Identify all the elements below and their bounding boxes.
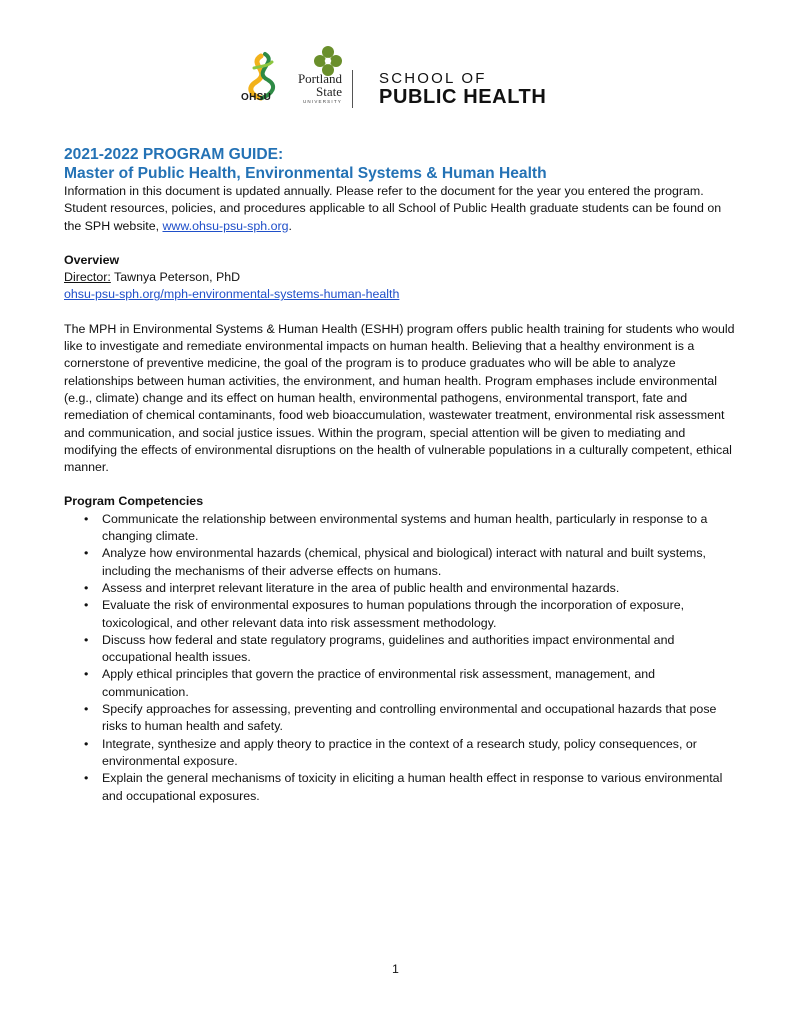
- competency-text: Explain the general mechanisms of toxicity in eliciting a human health effect in response to various environmental and occupational exposures.: [102, 771, 723, 803]
- competencies-heading: Program Competencies: [64, 494, 204, 509]
- list-item: [64, 666, 740, 701]
- psu-name-line3: UNIVERSITY: [302, 99, 342, 104]
- list-item: [64, 545, 740, 580]
- page-number: 1: [392, 962, 399, 976]
- overview-heading: Overview: [64, 252, 120, 267]
- director-label: Director:: [64, 270, 111, 285]
- bullet-icon: •: [84, 546, 89, 561]
- bullet-icon: •: [84, 771, 89, 786]
- bullet-icon: •: [84, 667, 89, 682]
- document-body: [64, 145, 740, 805]
- list-item: [64, 597, 740, 632]
- psu-name-line2: State: [316, 84, 342, 99]
- school-of-label: SCHOOL OF: [379, 70, 487, 87]
- competency-text: Specify approaches for assessing, preventing and controlling environmental and occupational hazards that pose risks to human health and safety.: [102, 702, 717, 734]
- list-item: [64, 511, 740, 546]
- guide-title-line2: Master of Public Health, Environmental Systems & Human Health: [64, 165, 547, 182]
- program-page-link[interactable]: ohsu-psu-sph.org/mph-environmental-systems-human-health: [64, 287, 400, 302]
- intro-paragraph: [64, 183, 740, 235]
- competency-text: Apply ethical principles that govern the practice of environmental risk assessment, management, and communication.: [102, 667, 656, 699]
- logo-divider: [352, 70, 353, 108]
- list-item: [64, 770, 740, 805]
- guide-title-line1: 2021-2022 PROGRAM GUIDE:: [64, 146, 284, 163]
- list-item: [64, 580, 740, 597]
- intro-text: Information in this document is updated annually. Please refer to the document for the year you entered the program. Student resources, policies, and procedures applicable to all School of Public Health graduate students can be found on the SPH website,: [64, 184, 722, 233]
- bullet-icon: •: [84, 736, 89, 751]
- bullet-icon: •: [84, 511, 89, 526]
- sph-website-link[interactable]: www.ohsu-psu-sph.org: [162, 218, 289, 233]
- competency-text: Communicate the relationship between environmental systems and human health, particularly in response to a changing climate.: [102, 511, 708, 544]
- bullet-icon: •: [84, 632, 89, 647]
- competency-text: Discuss how federal and state regulatory programs, guidelines and authorities impact environmental and occupational health issues.: [102, 632, 675, 665]
- competency-text: Assess and interpret relevant literature in the area of public health and environmental hazards.: [102, 580, 620, 595]
- list-item: [64, 632, 740, 667]
- program-description: The MPH in Environmental Systems & Human Health (ESHH) program offers public health training for students who would like to investigate and remediate environmental impacts on human health. Believing that a healthy environment is a cornerstone of preventive medicine, the goal of the program is to produce graduates who will be able to analyze relationships between human activities, the environment, and human health. Program emphases include environmental (e.g., climate) change and its effect on human health, environmental pathogens, environmental transport, fate and remediation of chemical contaminants, food web bioaccumulation, wastewater treatment, environmental risk assessment and communication, and social justice issues. Within the program, special attention will be given to mediating and modifying the effects of environmental disruptions on the health of vulnerable populations in a culturally competent, ethical manner.: [64, 321, 735, 475]
- competencies-list: [64, 511, 740, 805]
- header-logos: [238, 42, 568, 112]
- director-name: Tawnya Peterson, PhD: [110, 270, 241, 285]
- competency-text: Evaluate the risk of environmental exposures to human populations through the incorporation of exposure, toxicological, and other relevant data into risk assessment methodology.: [102, 598, 685, 630]
- intro-end: .: [288, 218, 292, 233]
- bullet-icon: •: [84, 598, 89, 613]
- bullet-icon: •: [84, 580, 89, 595]
- public-health-label: PUBLIC HEALTH: [379, 86, 547, 108]
- psu-wordmark: [290, 72, 342, 106]
- list-item: [64, 736, 740, 771]
- bullet-icon: •: [84, 702, 89, 717]
- competency-text: Analyze how environmental hazards (chemical, physical and biological) interact with natural and built systems, including the mechanisms of their adverse effects on humans.: [102, 546, 706, 578]
- competency-text: Integrate, synthesize and apply theory to practice in the context of a research study, policy consequences, or environmental exposure.: [102, 736, 697, 768]
- director-line: [64, 269, 740, 286]
- ohsu-label: OHSU: [241, 92, 272, 103]
- list-item: [64, 701, 740, 736]
- psu-name-line1: Portland: [297, 71, 342, 86]
